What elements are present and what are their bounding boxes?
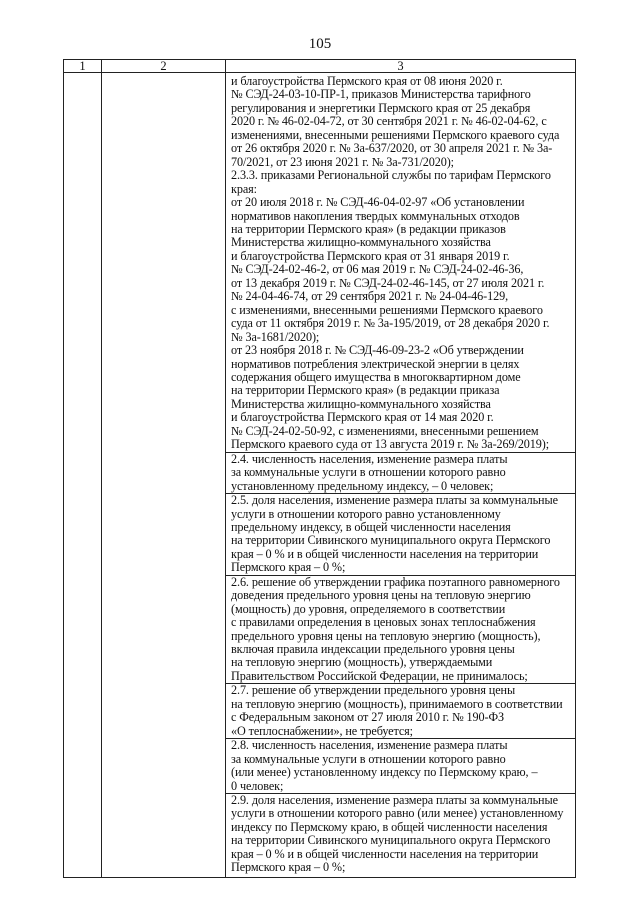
text-line: 2.9. доля населения, изменение размера платы за коммунальные (231, 793, 558, 808)
text-line: услуги в отношении которого равно установленному (231, 506, 501, 521)
paragraph-block (226, 453, 575, 494)
text-line: услуги в отношении которого равно (или менее) установленному (231, 806, 564, 821)
text-line: на территории Сивинского муниципального округа Пермского (231, 833, 551, 848)
text-line: предельному индексу, в общей численности населения (231, 519, 511, 534)
text-line: на территории Сивинского муниципального округа Пермского (231, 533, 551, 548)
text-line: 2.3.3. приказами Региональной службы по тарифам Пермского (231, 168, 551, 183)
text-line: изменениями, внесенными решениями Пермского краевого суда (231, 127, 560, 142)
text-line: и благоустройства Пермского края от 08 июня 2020 г. (231, 74, 503, 88)
paragraph-block (226, 494, 575, 576)
column-1-cell (64, 73, 102, 878)
text-line: от 20 июля 2018 г. № СЭД-46-04-02-97 «Об установлении (231, 195, 525, 210)
paragraph-block (226, 684, 575, 739)
text-line: «О теплоснабжении», не требуется; (231, 723, 413, 738)
text-line: доведения предельного уровня цены на тепловую энергию (231, 588, 531, 603)
text-line: 2.4. численность населения, изменение размера платы (231, 451, 508, 466)
text-line: с изменениями, внесенными решениями Пермского краевого (231, 302, 543, 317)
text-line: № 3а-1681/2020); (231, 329, 320, 344)
text-line: регулирования и энергетики Пермского края от 25 декабря (231, 100, 531, 115)
text-line: установленному предельному индексу, – 0 человек; (231, 478, 494, 493)
text-line: № СЭД-24-02-46-2, от 06 мая 2019 г. № СЭД-24-02-46-36, (231, 262, 524, 277)
paragraph-block (226, 576, 575, 685)
text-line: Министерства жилищно-коммунального хозяйства (231, 396, 491, 411)
text-line: от 26 октября 2020 г. № 3а-637/2020, от 30 апреля 2021 г. № 3а- (231, 141, 553, 156)
text-line: 0 человек; (231, 778, 284, 793)
text-line: Пермского краевого суда от 13 августа 2019 г. № 3а-269/2019); (231, 437, 550, 452)
text-line: (или менее) установленному индексу по Пермскому краю, – (231, 765, 538, 780)
column-header-1: 1 (64, 60, 102, 73)
table-body-row (64, 73, 576, 878)
text-line: 2020 г. № 46-02-04-72, от 30 сентября 2021 г. № 46-02-04-62, с (231, 114, 547, 129)
text-line: (мощность) до уровня, определяемого в соответствии (231, 601, 506, 616)
text-line: 2.8. численность населения, изменение размера платы (231, 738, 508, 753)
text-line: нормативов потребления электрической энергии в целях (231, 356, 520, 371)
text-line: содержания общего имущества в многоквартирном доме (231, 369, 521, 384)
text-line: Пермского края – 0 %; (231, 860, 346, 875)
text-line: с правилами определения в ценовых зонах теплоснабжения (231, 615, 536, 630)
text-line: за коммунальные услуги в отношении которого равно (231, 465, 506, 480)
text-line: предельного уровня цены на тепловую энергию (мощность), (231, 628, 541, 643)
text-line: с Федеральным законом от 27 июля 2010 г. № 190-ФЗ (231, 710, 505, 725)
paragraph-block (226, 794, 575, 875)
text-line: и благоустройства Пермского края от 31 января 2019 г. (231, 248, 510, 263)
document-table (63, 59, 576, 878)
paragraph-block (226, 75, 575, 453)
text-line: края – 0 % и в общей численности населения на территории (231, 846, 539, 861)
text-line: на территории Пермского края» (в редакции приказов (231, 221, 506, 236)
text-line: 2.7. решение об утверждении предельного уровня цены (231, 683, 516, 698)
text-line: 2.5. доля населения, изменение размера платы за коммунальные (231, 493, 558, 508)
column-header-3: 3 (226, 60, 576, 73)
table-header-row (64, 60, 576, 73)
text-line: нормативов накопления твердых коммунальных отходов (231, 208, 520, 223)
text-line: Министерства жилищно-коммунального хозяйства (231, 235, 491, 250)
text-line: на тепловую энергию (мощность), утверждаемыми (231, 655, 493, 670)
text-line: за коммунальные услуги в отношении которого равно (231, 751, 506, 766)
text-line: от 23 ноября 2018 г. № СЭД-46-09-23-2 «Об утверждении (231, 343, 524, 358)
column-3-content-cell (226, 73, 576, 878)
text-line: от 13 декабря 2019 г. № СЭД-24-02-46-145, от 27 июля 2021 г. (231, 275, 545, 290)
text-line: № СЭД-24-03-10-ПР-1, приказов Министерства тарифного (231, 87, 531, 102)
text-line: 70/2021, от 23 июня 2021 г. № 3а-731/2020); (231, 154, 454, 169)
text-line: края – 0 % и в общей численности населения на территории (231, 546, 539, 561)
text-line: края: (231, 181, 257, 196)
text-line: Пермского края – 0 %; (231, 560, 346, 575)
page-number: 105 (308, 36, 332, 52)
text-line: № 24-04-46-74, от 29 сентября 2021 г. № 24-04-46-129, (231, 289, 509, 304)
text-line: на территории Пермского края» (в редакции приказа (231, 383, 500, 398)
column-2-cell (102, 73, 226, 878)
text-line: включая правила индексации предельного уровня цены (231, 642, 515, 657)
text-line: № СЭД-24-02-50-92, с изменениями, внесенными решением (231, 423, 539, 438)
column-header-2: 2 (102, 60, 226, 73)
text-line: на тепловую энергию (мощность), принимаемого в соответствии (231, 696, 563, 711)
text-line: 2.6. решение об утверждении графика поэтапного равномерного (231, 574, 560, 589)
text-line: индексу по Пермскому краю, в общей численности населения (231, 819, 548, 834)
text-line: Правительством Российской Федерации, не принималось; (231, 668, 528, 683)
text-line: суда от 11 октября 2019 г. № 3а-195/2019, от 28 декабря 2020 г. (231, 316, 550, 331)
text-line: и благоустройства Пермского края от 14 мая 2020 г. (231, 410, 494, 425)
paragraph-block (226, 739, 575, 794)
